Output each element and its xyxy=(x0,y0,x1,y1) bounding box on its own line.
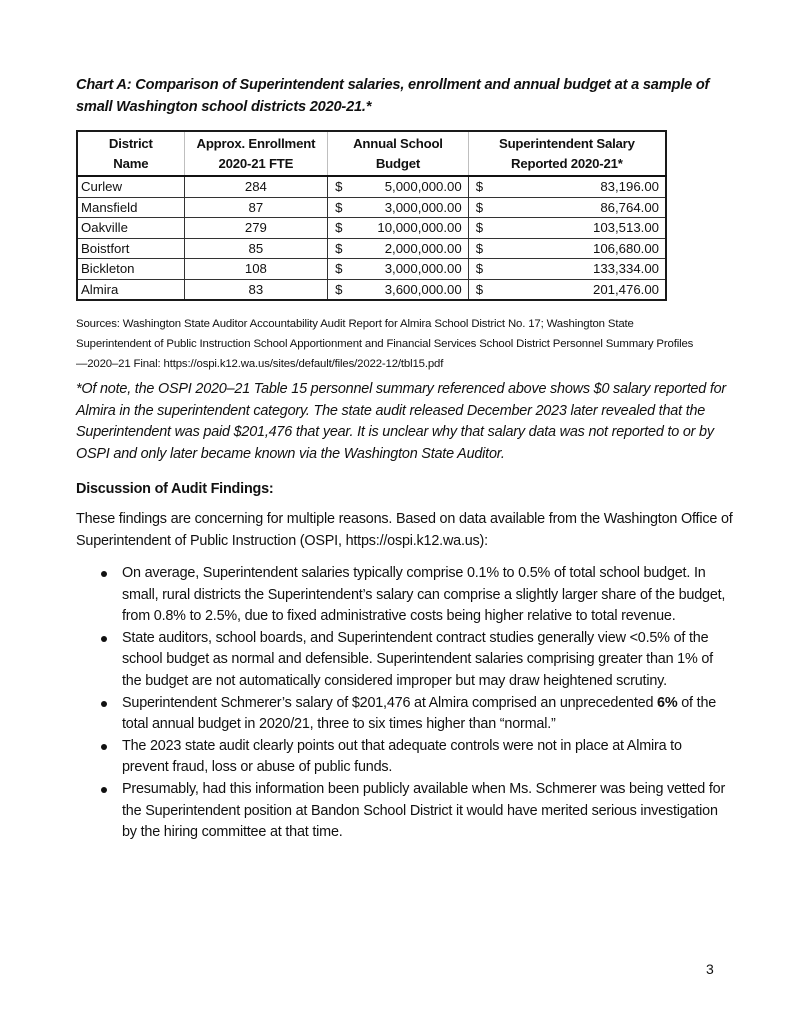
table-row xyxy=(77,259,666,280)
list-item xyxy=(76,736,726,779)
list-item-text: The 2023 state audit clearly points out that adequate controls were not in place at Almira to prevent fraud, loss or abuse of public funds. xyxy=(122,737,682,776)
list-item xyxy=(76,779,726,844)
cell-budget: $ 5,000,000.00 xyxy=(328,176,469,197)
list-item-text: On average, Superintendent salaries typically comprise 0.1% to 0.5% of total school budget. In small, rural districts the Superintendent’s salary can comprise a slightly larger share of the budget, from 0.8% to 2.5%, due to fixed administrative costs being higher relative to total revenue. xyxy=(122,565,726,625)
cell-budget: $ 3,600,000.00 xyxy=(328,279,469,300)
bullet-icon xyxy=(101,787,107,793)
header-salary: Superintendent Salary Reported 2020-21* xyxy=(468,131,666,176)
cell-enrollment: 108 xyxy=(184,259,327,280)
bullet-icon xyxy=(101,636,107,642)
cell-salary: $ 106,680.00 xyxy=(468,238,666,259)
table-row xyxy=(77,279,666,300)
page-number: 3 xyxy=(706,961,714,977)
chart-title: Chart A: Comparison of Superintendent salaries, enrollment and annual budget at a sample of small Washington school districts 2020-21.* xyxy=(76,77,710,115)
emphasis-percent: 6% xyxy=(657,694,678,711)
cell-enrollment: 279 xyxy=(184,218,327,239)
cell-enrollment: 85 xyxy=(184,238,327,259)
cell-salary: $ 133,334.00 xyxy=(468,259,666,280)
cell-budget: $ 3,000,000.00 xyxy=(328,197,469,218)
findings-list xyxy=(76,563,726,844)
table-row xyxy=(77,238,666,259)
cell-enrollment: 87 xyxy=(184,197,327,218)
list-item-text: State auditors, school boards, and Superintendent contract studies generally view <0.5% of the school budget as normal and defensible. Superintendent salaries comprising greater than 1% of the budget are not automatically considered improper but may draw heightened scrutiny. xyxy=(122,629,713,689)
cell-district: Almira xyxy=(77,279,184,300)
cell-salary: $ 103,513.00 xyxy=(468,218,666,239)
bullet-icon xyxy=(101,571,107,577)
sources-citation: Sources: Washington State Auditor Accountability Audit Report for Almira School District No. 17; Washington State Superintendent of Public Instruction School Apportionment and Financial Services School District Personnel Summary Profiles—2020–21 Final: https://ospi.k12.wa.us/sites/default/files/2022-12/tbl15.pdf xyxy=(76,318,694,370)
intro-paragraph: These findings are concerning for multiple reasons. Based on data available from the Washington Office of Superintendent of Public Instruction (OSPI, https://ospi.k12.wa.us): xyxy=(76,511,733,549)
bullet-icon xyxy=(101,744,107,750)
list-item xyxy=(76,563,726,628)
table-row xyxy=(77,218,666,239)
cell-budget: $ 2,000,000.00 xyxy=(328,238,469,259)
cell-enrollment: 83 xyxy=(184,279,327,300)
cell-budget: $ 3,000,000.00 xyxy=(328,259,469,280)
table-row xyxy=(77,176,666,197)
cell-district: Mansfield xyxy=(77,197,184,218)
list-item xyxy=(76,693,726,736)
cell-enrollment: 284 xyxy=(184,176,327,197)
table-header-row xyxy=(77,131,666,176)
list-item-text: Presumably, had this information been publicly available when Ms. Schmerer was being vetted for the Superintendent position at Bandon School District it would have merited serious investigation by the hiring committee at that time. xyxy=(122,780,726,841)
header-enrollment: Approx. Enrollment 2020-21 FTE xyxy=(184,131,327,176)
salary-comparison-table xyxy=(76,130,667,301)
cell-district: Bickleton xyxy=(77,259,184,280)
header-budget: Annual School Budget xyxy=(328,131,469,176)
section-heading: Discussion of Audit Findings: xyxy=(76,481,274,497)
cell-salary: $ 83,196.00 xyxy=(468,176,666,197)
cell-salary: $ 201,476.00 xyxy=(468,279,666,300)
cell-district: Boistfort xyxy=(77,238,184,259)
table-row xyxy=(77,197,666,218)
footnote-italic: *Of note, the OSPI 2020–21 Table 15 personnel summary referenced above shows $0 salary reported for Almira in the superintendent category. The state audit released December 2023 later revealed that the Superintendent was paid $201,476 that year. It is unclear why that salary data was not reported to or by OSPI and only later became known via the Washington State Auditor. xyxy=(76,381,727,462)
list-item-text: of the total annual budget in 2020/21, three to six times higher than “normal.” xyxy=(122,694,717,733)
cell-district: Curlew xyxy=(77,176,184,197)
cell-district: Oakville xyxy=(77,218,184,239)
cell-budget: $ 10,000,000.00 xyxy=(328,218,469,239)
bullet-icon xyxy=(101,701,107,707)
list-item xyxy=(76,628,726,693)
list-item-text: Superintendent Schmerer’s salary of $201,476 at Almira comprised an unprecedented xyxy=(122,694,658,711)
cell-salary: $ 86,764.00 xyxy=(468,197,666,218)
header-district: District Name xyxy=(77,131,184,176)
